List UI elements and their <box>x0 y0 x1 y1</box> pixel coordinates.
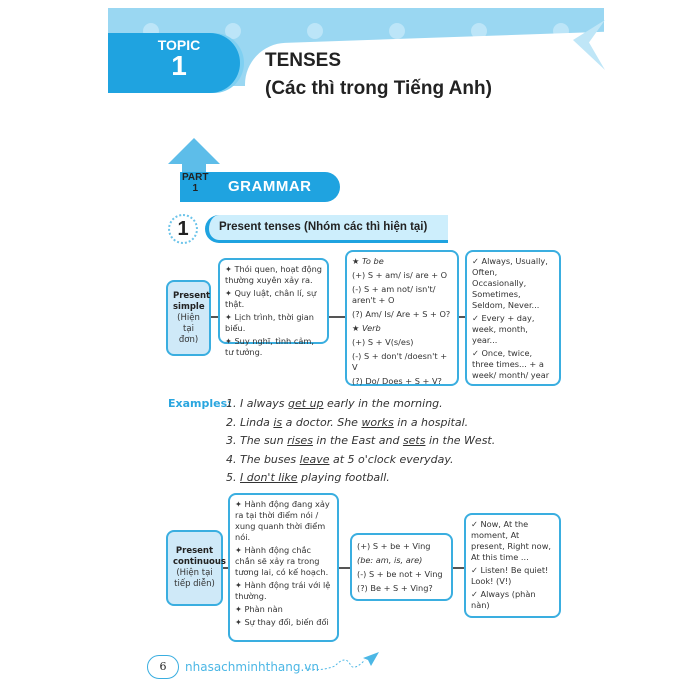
tense-name-vi: (Hiện tại tiếp diễn) <box>174 568 215 589</box>
usage-item: ✦ Hành động trái với lệ thường. <box>235 580 331 601</box>
form-item: (?) Do/ Does + S + V? <box>352 376 442 386</box>
part-title: GRAMMAR <box>228 178 312 195</box>
signal-item: ✓ Every + day, week, month, year... <box>472 313 535 345</box>
example-verb: sets <box>402 434 426 447</box>
uses-box <box>218 258 329 357</box>
example-text: a doctor. She <box>282 415 362 429</box>
example-sentence <box>226 471 390 484</box>
tense-name-box <box>166 530 226 606</box>
tense-name: Present simple <box>173 290 211 312</box>
part-label <box>182 172 208 194</box>
form-item: ★ To be <box>352 256 384 266</box>
topic-badge <box>108 33 240 93</box>
signal-item: ✓ Now, At the moment, At present, Right now, At this time ... <box>471 519 551 562</box>
example-text: in the West. <box>425 434 496 447</box>
band-dot <box>307 23 323 39</box>
example-sentence <box>226 416 468 429</box>
signal-item: ✓ Listen! Be quiet! Look! (V!) <box>471 565 549 586</box>
example-text: 3. The sun <box>226 434 288 447</box>
examples-label: Examples: <box>168 397 232 410</box>
example-text: in a hospital. <box>393 415 469 429</box>
example-text: 1. I always <box>226 397 289 410</box>
form-item: (?) Be + S + Ving? <box>357 583 433 593</box>
usage-item: ✦ Phàn nàn <box>235 604 283 614</box>
form-item: ★ Verb <box>352 323 381 333</box>
form-item: (be: am, is, are) <box>357 555 423 565</box>
tense-name: Present continuous <box>173 546 226 567</box>
form-item: (+) S + be + Ving <box>357 541 431 551</box>
part-number: 1 <box>192 183 199 194</box>
usage-item: ✦ Hành động đang xảy ra tại thời điểm nói / xung quanh thời điểm nói. <box>235 499 330 542</box>
example-verb: leave <box>299 452 330 466</box>
example-text: 2. Linda <box>226 415 274 429</box>
signals-box <box>465 250 561 386</box>
example-text: in the East and <box>312 434 403 447</box>
usage-item: ✦ Lịch trình, thời gian biểu. <box>225 312 314 333</box>
example-text: 4. The buses <box>226 452 300 466</box>
example-verb: is <box>273 415 283 429</box>
tense-name-box <box>166 280 211 356</box>
form-item: (-) S + am not/ isn't/ aren't + O <box>352 284 436 305</box>
forms-box <box>350 533 453 601</box>
paper-plane-trail-icon <box>305 650 380 675</box>
uses-box <box>228 493 339 642</box>
example-sentence <box>226 397 443 410</box>
band-dot <box>389 23 405 39</box>
example-text: at 5 o'clock everyday. <box>329 452 454 466</box>
signal-item: ✓ Always (phàn nàn) <box>471 589 536 610</box>
example-sentence <box>226 434 495 447</box>
usage-item: ✦ Suy nghĩ, tình cảm, tư tưởng. <box>225 336 314 357</box>
example-verb: get up <box>288 397 324 410</box>
form-item: (+) S + V(s/es) <box>352 337 414 347</box>
forms-box <box>345 250 459 386</box>
section-title: Present tenses (Nhóm các thì hiện tại) <box>205 215 448 243</box>
section-number: 1 <box>168 214 198 244</box>
example-sentence <box>226 453 453 466</box>
form-item: (+) S + am/ is/ are + O <box>352 270 448 280</box>
signal-item: ✓ Always, Usually, Often, Occasionally, Sometimes, Seldom, Never... <box>472 256 548 310</box>
page-subtitle: (Các thì trong Tiếng Anh) <box>265 78 492 99</box>
usage-item: ✦ Sự thay đổi, biến đổi <box>235 617 329 627</box>
example-verb: I don't like <box>240 471 298 484</box>
example-text: playing football. <box>297 471 390 484</box>
website-link[interactable]: nhasachminhthang.vn <box>185 660 320 674</box>
tense-name-vi: (Hiện tại đơn) <box>177 312 200 345</box>
example-text: early in the morning. <box>323 397 443 410</box>
part-text: PART <box>182 172 209 183</box>
signals-box <box>464 513 561 618</box>
form-item: (-) S + be not + Ving <box>357 569 443 579</box>
topic-number: 1 <box>171 50 187 81</box>
page-number: 6 <box>147 655 179 679</box>
example-text: 5. <box>226 471 240 484</box>
example-verb: works <box>361 415 394 429</box>
usage-item: ✦ Thói quen, hoạt động thường xuyên xảy ra. <box>225 264 322 285</box>
form-item: (?) Am/ Is/ Are + S + O? <box>352 309 451 319</box>
form-item: (-) S + don't /doesn't + V <box>352 351 448 372</box>
page-title: TENSES <box>265 50 342 71</box>
usage-item: ✦ Hành động chắc chắn sẽ xảy ra trong tương lai, có kế hoạch. <box>235 545 329 577</box>
signal-item: ✓ Once, twice, three times... + a week/ month/ year <box>472 348 550 380</box>
topic-label: TOPIC <box>157 37 201 53</box>
example-verb: rises <box>287 434 313 447</box>
usage-item: ✦ Quy luật, chân lí, sự thật. <box>225 288 317 309</box>
